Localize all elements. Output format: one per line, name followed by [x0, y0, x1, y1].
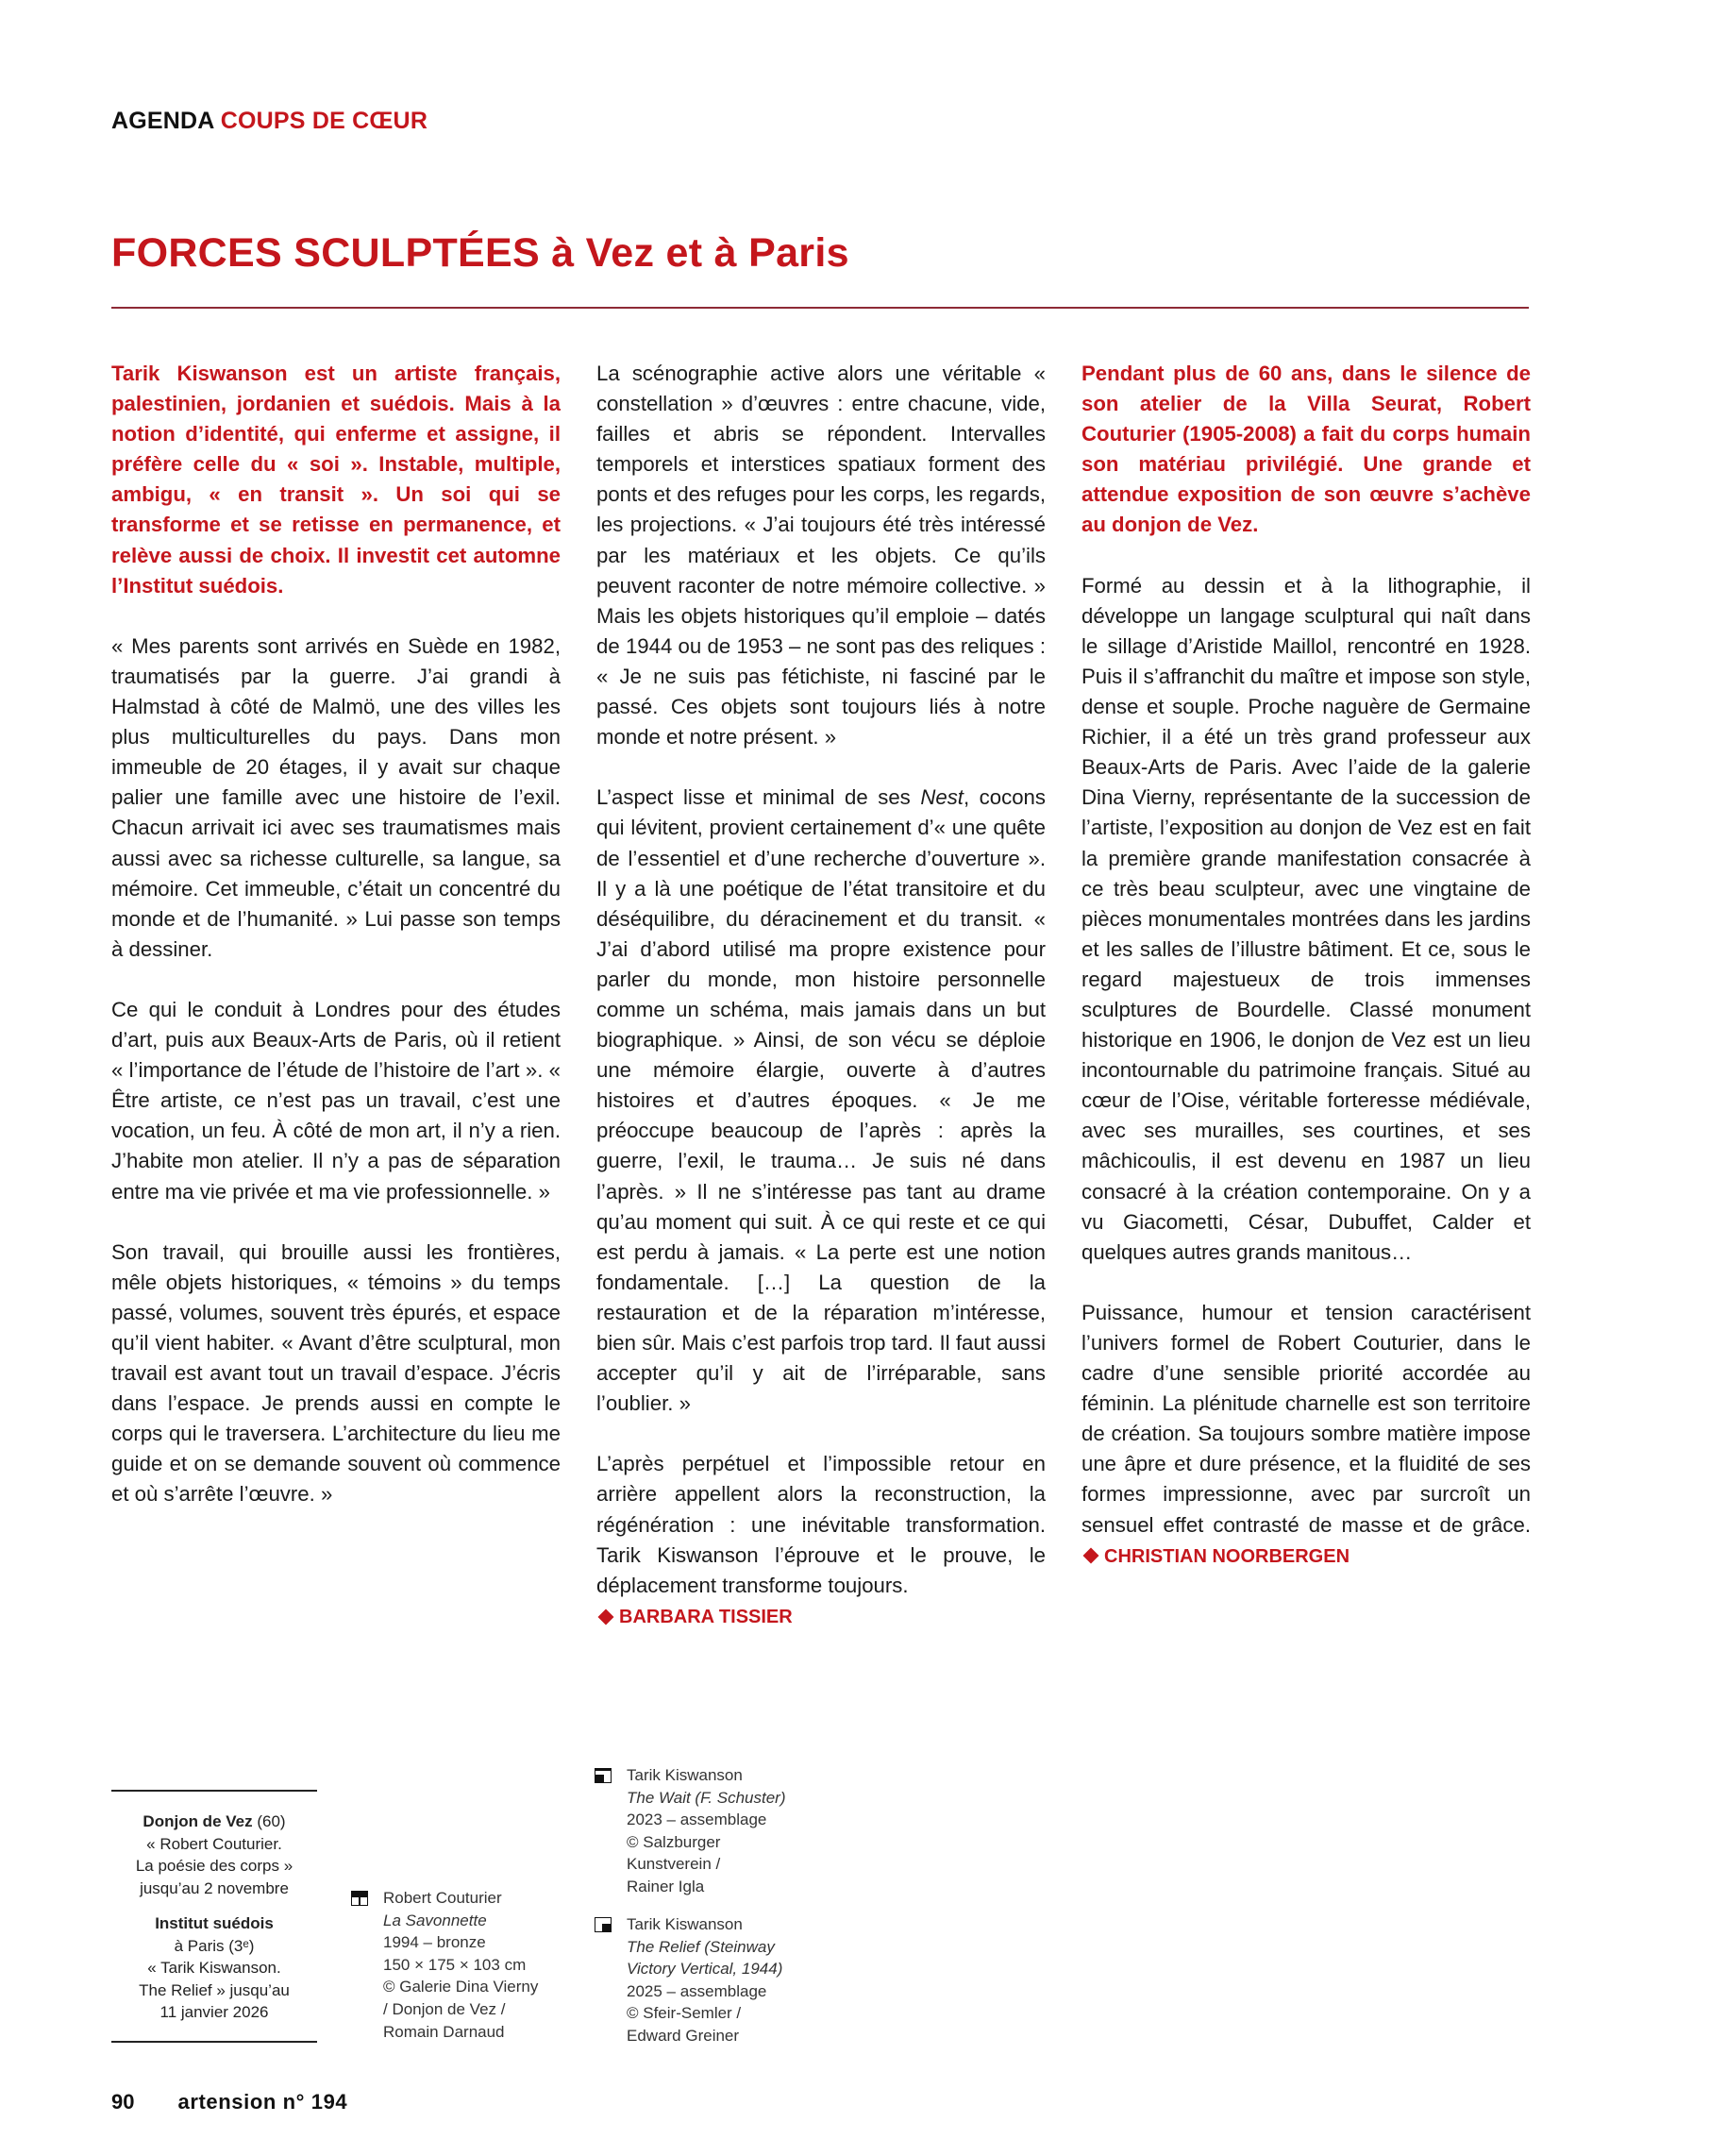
section-kicker — [111, 108, 428, 135]
caption-credit: Kunstverein / — [627, 1855, 721, 1874]
exhibition-info-box — [111, 1790, 317, 2043]
exhibition-title: The Relief » jusqu’au — [139, 1980, 290, 1999]
caption-date-medium: 1994 – bronze — [383, 1933, 486, 1952]
caption-credit: Edward Greiner — [627, 2026, 740, 2045]
photo-caption-the-wait — [593, 1764, 785, 1898]
caption-credit: Romain Darnaud — [383, 2022, 505, 2041]
article-title: FORCES SCULPTÉES à Vez et à Paris — [111, 230, 849, 276]
page-number: 90 — [111, 2090, 135, 2114]
chapo-kiswanson: Tarik Kiswanson est un artiste français, palestinien, jordanien et suédois. Mais à la notion d’identité, qui enferme et assigne, il préfère celle du « soi ». Instable, multiple, ambigu, « en transit ». Un soi qui se transforme et se retisse en permanence, et relève aussi de choix. Il investit cet automne l’Institut suédois. — [111, 362, 561, 598]
exhibition-dates: jusqu’au 2 novembre — [140, 1878, 289, 1897]
caption-credit: © Salzburger — [627, 1832, 721, 1851]
text-run: , cocons qui lévitent, provient certainement d’« une quête de l’essentiel et d’une recherche d’ouverture ». Il y a là une poétique de l’état transitoire et du déséquilibre, du déracinement et du transit. « J’ai d’abord utilisé ma propre existence pour parler du monde, mon histoire personnelle comme un schéma, mais jamais dans un but biographique. » Ainsi, de son vécu se déploie une mémoire élargie, ouverte à d’autres histoires et d’autres époques. « Je me préoccupe beaucoup de l’après : après la guerre, l’exil, le trauma… Je suis né dans l’après. » Il ne s’intéresse pas tant au drame qu’au moment qui suit. À ce qui reste et ce qui est perdu à jamais. « La perte est une notion fondamentale. […] La question de la restauration et de la réparation m’intéresse, bien sûr. Mais c’est parfois trop tard. Il faut aussi accepter qu’il y ait de l’irréparable, sans l’oublier. » — [596, 785, 1046, 1416]
photo-caption-the-relief — [593, 1913, 782, 2047]
text-run: L’après perpétuel et l’impossible retour en arrière appellent alors la reconstruction, la régénération : une inévitable transformation. Tarik Kiswanson l’éprouve et le prouve, le déplacement transforme toujours. — [596, 1452, 1046, 1597]
paragraph: Ce qui le conduit à Londres pour des études d’art, puis aux Beaux-Arts de Paris, où il retient « l’importance de l’étude de l’histoire de l’art ». « Être artiste, ce n’est pas un travail, c’est une vocation, un feu. À côté de mon art, il n’y a rien. J’habite mon atelier. Il n’y a pas de séparation entre ma vie privée et ma vie professionnelle. » — [111, 997, 561, 1204]
paragraph: Son travail, qui brouille aussi les frontières, mêle objets historiques, « témoins » du temps passé, volumes, souvent très épurés, et espace qu’il vient habiter. « Avant d’être sculptural, mon travail est avant tout un travail d’espace. J’écris dans l’espace. Je prends aussi en compte le corps qui le traversera. L’architecture du lieu me guide et on se demande souvent où commence et où s’arrête l’œuvre. » — [111, 1239, 561, 1507]
top-right-quadrant-icon — [595, 1768, 612, 1783]
diamond-icon — [1083, 1548, 1099, 1564]
paragraph — [1081, 1298, 1531, 1572]
exhibition-title: « Robert Couturier. — [146, 1834, 282, 1853]
paragraph: La scénographie active alors une véritable « constellation » d’œuvres : entre chacune, vide, failles et abris se répondent. Intervalles temporels et interstices spatiaux forment des ponts et des refuges pour les corps, les regards, les projections. « J’ai toujours été très intéressé par les matériaux et les objets. Ce qu’ils peuvent raconter de notre mémoire collective. » Mais les objets historiques qu’il emploie – datés de 1944 ou de 1953 – ne sont pas des reliques : « Je ne suis pas fétichiste, ni fasciné par le passé. Ces objets sont toujours liés à notre monde et notre présent. » — [596, 362, 1046, 750]
venue-donjon-de-vez — [111, 1811, 317, 1899]
caption-artist: Robert Couturier — [383, 1889, 502, 1907]
caption-artist: Tarik Kiswanson — [627, 1766, 743, 1784]
paragraph: « Mes parents sont arrivés en Suède en 1982, traumatisés par la guerre. J’ai grandi à Halmstad à côté de Malmö, une des villes les plus multiculturelles du pays. Dans mon immeuble de 20 étages, il y avait sur chaque palier une famille avec une histoire de l’exil. Chacun arrivait ici avec ses traumatismes mais aussi avec sa richesse culturelle, sa langue, sa mémoire. Cet immeuble, c’était un concentré du monde et de l’humanité. » Lui passe son temps à dessiner. — [111, 633, 561, 961]
caption-date-medium: 2023 – assemblage — [627, 1811, 767, 1829]
chapo-couturier: Pendant plus de 60 ans, dans le silence de son atelier de la Villa Seurat, Robert Couturier (1905-2008) a fait du corps humain son matériau privilégié. Une grande et attendue exposition de son œuvre s’achève au donjon de Vez. — [1081, 362, 1531, 537]
caption-work-title: Victory Vertical, 1944) — [627, 1960, 783, 1979]
caption-work-title: The Wait (F. Schuster) — [627, 1788, 786, 1807]
column-1 — [111, 359, 561, 1541]
bottom-left-quadrants-icon — [351, 1891, 368, 1906]
artwork-title-nest: Nest — [920, 785, 964, 810]
caption-work-title: La Savonnette — [383, 1911, 487, 1929]
author-name: BARBARA TISSIER — [619, 1606, 793, 1627]
magazine-issue: artension n° 194 — [177, 2090, 348, 2114]
caption-dimensions: 150 × 175 × 103 cm — [383, 1955, 527, 1974]
bottom-right-quadrant-icon — [595, 1917, 612, 1932]
venue-institut-suedois — [111, 1912, 317, 2024]
caption-credit: © Galerie Dina Vierny — [383, 1978, 539, 1996]
author-signature — [596, 1607, 793, 1627]
section-label: AGENDA — [111, 108, 214, 134]
text-run: L’aspect lisse et minimal de ses — [596, 785, 921, 810]
venue-name: Institut suédois — [155, 1914, 274, 1932]
photo-caption-la-savonnette — [349, 1887, 538, 2043]
column-3 — [1081, 359, 1531, 1602]
caption-credit: / Donjon de Vez / — [383, 1999, 506, 2018]
author-signature — [1081, 1546, 1350, 1567]
exhibition-title: La poésie des corps » — [135, 1857, 293, 1875]
rubric-label: COUPS DE CŒUR — [220, 108, 428, 134]
venue-location: à Paris (3ᵉ) — [174, 1936, 255, 1955]
caption-work-title: The Relief (Steinway — [627, 1937, 775, 1956]
caption-credit: © Sfeir-Semler / — [627, 2004, 742, 2023]
venue-department: (60) — [252, 1812, 286, 1830]
exhibition-dates: 11 janvier 2026 — [159, 2003, 269, 2021]
venue-name: Donjon de Vez — [142, 1812, 253, 1830]
caption-date-medium: 2025 – assemblage — [627, 1981, 767, 2000]
text-run: Puissance, humour et tension caractérisent l’univers formel de Robert Couturier, dans le cadre d’une sensible priorité accordée au féminin. La plénitude charnelle est son territoire de création. Sa toujours sombre matière impose une âpre et dure présence, et la fluidité de ses formes impressionne, avec par surcroît un sensuel effet contrasté de masse et de grâce. — [1081, 1300, 1531, 1537]
exhibition-title: « Tarik Kiswanson. — [147, 1959, 281, 1977]
diamond-icon — [598, 1609, 614, 1625]
column-2 — [596, 359, 1046, 1662]
paragraph — [596, 1449, 1046, 1632]
author-name: CHRISTIAN NOORBERGEN — [1104, 1545, 1350, 1567]
caption-credit: Rainer Igla — [627, 1877, 705, 1895]
title-rule-divider — [111, 307, 1529, 309]
caption-artist: Tarik Kiswanson — [627, 1915, 743, 1933]
paragraph — [596, 783, 1046, 1419]
page-footer — [111, 2090, 347, 2114]
paragraph: Formé au dessin et à la lithographie, il développe un langage sculptural qui naît dans le sillage d’Aristide Maillol, rencontré en 1928. Puis il s’affranchit du maître et impose son style, dense et souple. Proche naguère de Germaine Richier, il a été un très grand professeur aux Beaux-Arts de Paris. Avec l’aide de la galerie Dina Vierny, représentante de la succession de l’artiste, l’exposition au donjon de Vez est en fait la première grande manifestation consacrée à ce très beau sculpteur, avec une vingtaine de pièces monumentales montrées dans les jardins et les salles de l’illustre bâtiment. Et ce, sous le regard majestueux de trois immenses sculptures de Bourdelle. Classé monument historique en 1906, le donjon de Vez est un lieu incontournable du patrimoine français. Situé au cœur de l’Oise, véritable forteresse médiévale, avec ses murailles, ses courtines, et ses mâchicoulis, il est devenu en 1987 un lieu consacré à la création contemporaine. On y a vu Giacometti, César, Dubuffet, Calder et quelques autres grands manitous… — [1081, 573, 1531, 1264]
